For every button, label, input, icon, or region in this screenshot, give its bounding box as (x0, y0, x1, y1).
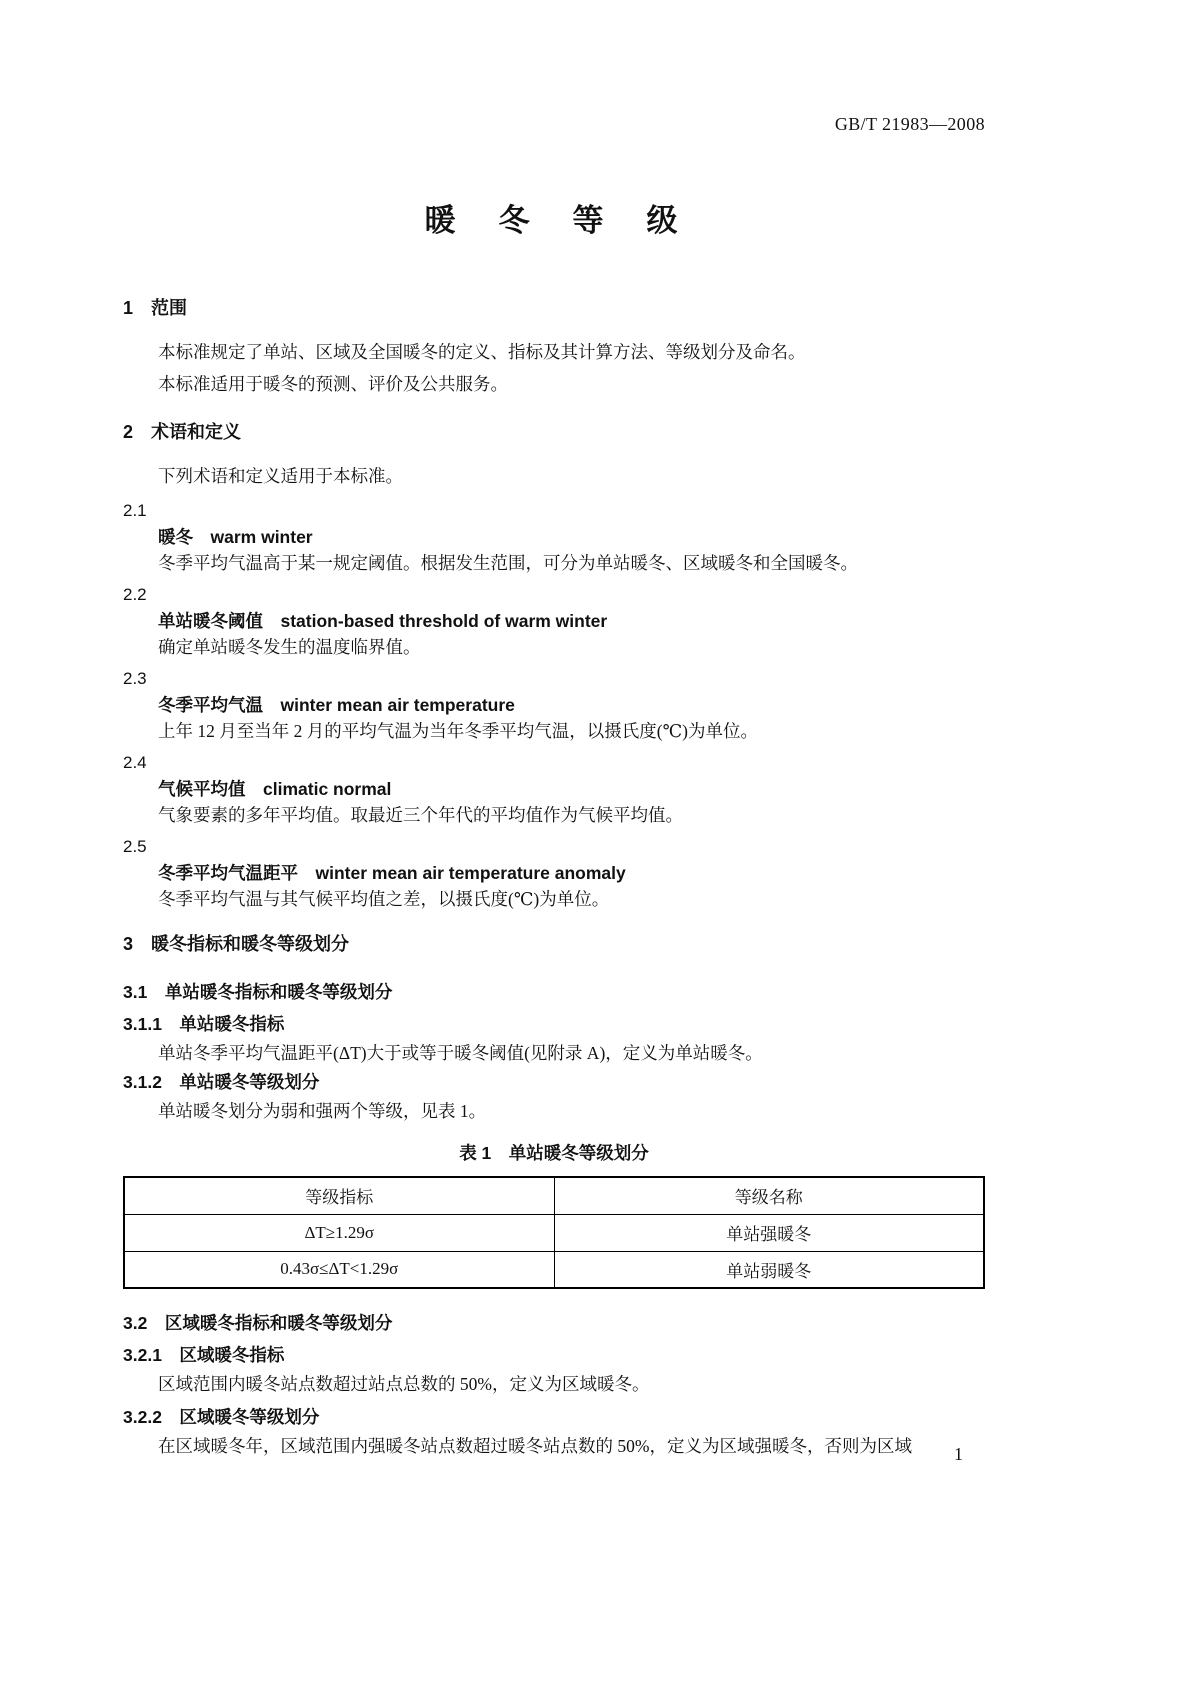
term-block-station-threshold (123, 582, 985, 660)
table-header-row (124, 1177, 984, 1214)
term-number: 2.2 (123, 585, 147, 604)
term-definition: 冬季平均气温高于某一规定阈值。根据发生范围，可分为单站暖冬、区域暖冬和全国暖冬。 (158, 553, 858, 573)
term-number: 2.3 (123, 669, 147, 688)
table-cell-indicator: 0.43σ≤ΔT<1.29σ (124, 1251, 554, 1288)
term-number: 2.1 (123, 501, 147, 520)
section-3-1-2-paragraph: 单站暖冬划分为弱和强两个等级，见表 1。 (158, 1101, 487, 1121)
term-name: 气候平均值 climatic normal (158, 779, 392, 799)
table-header-grade-indicator: 等级指标 (124, 1177, 554, 1214)
table-cell-name: 单站弱暖冬 (554, 1251, 984, 1288)
table-row (124, 1251, 984, 1288)
section-2-intro: 下列术语和定义适用于本标准。 (158, 466, 403, 486)
section-3-2-1-heading: 3.2.1 区域暖冬指标 (123, 1345, 285, 1365)
section-3-2-1-paragraph: 区域范围内暖冬站点数超过站点总数的 50%，定义为区域暖冬。 (158, 1374, 650, 1394)
table-row (124, 1214, 984, 1251)
term-block-climatic-normal (123, 750, 985, 828)
term-definition: 确定单站暖冬发生的温度临界值。 (158, 637, 421, 657)
term-definition: 上年 12 月至当年 2 月的平均气温为当年冬季平均气温，以摄氏度(℃)为单位。 (158, 721, 758, 741)
section-1-paragraph-1: 本标准规定了单站、区域及全国暖冬的定义、指标及其计算方法、等级划分及命名。 (158, 342, 806, 362)
page-number: 1 (954, 1444, 963, 1464)
table-cell-name: 单站强暖冬 (554, 1214, 984, 1251)
section-3-heading: 3 暖冬指标和暖冬等级划分 (123, 934, 350, 954)
term-number: 2.5 (123, 837, 147, 856)
section-3-1-1-paragraph: 单站冬季平均气温距平(ΔT)大于或等于暖冬阈值(见附录 A)，定义为单站暖冬。 (158, 1043, 763, 1063)
table-header-grade-name: 等级名称 (554, 1177, 984, 1214)
section-3-2-2-paragraph: 在区域暖冬年，区域范围内强暖冬站点数超过暖冬站点数的 50%，定义为区域强暖冬，否则为区域 (158, 1436, 912, 1456)
section-2-heading: 2 术语和定义 (123, 422, 242, 442)
term-block-warm-winter (123, 498, 985, 576)
term-name: 单站暖冬阈值 station-based threshold of warm winter (158, 611, 608, 631)
term-name: 冬季平均气温距平 winter mean air temperature anomaly (158, 863, 626, 883)
term-name: 冬季平均气温 winter mean air temperature (158, 695, 515, 715)
table-1-caption: 表 1 单站暖冬等级划分 (459, 1143, 649, 1163)
section-1-heading: 1 范围 (123, 298, 188, 318)
table-cell-indicator: ΔT≥1.29σ (124, 1214, 554, 1251)
term-definition: 冬季平均气温与其气候平均值之差，以摄氏度(℃)为单位。 (158, 889, 610, 909)
term-block-winter-mean-temp (123, 666, 985, 744)
term-name: 暖冬 warm winter (158, 527, 313, 547)
grade-table (123, 1176, 985, 1289)
section-3-2-2-heading: 3.2.2 区域暖冬等级划分 (123, 1407, 320, 1427)
section-3-1-heading: 3.1 单站暖冬指标和暖冬等级划分 (123, 982, 393, 1002)
section-3-2-heading: 3.2 区域暖冬指标和暖冬等级划分 (123, 1313, 393, 1333)
standard-number: GB/T 21983—2008 (834, 114, 985, 134)
section-3-1-2-heading: 3.1.2 单站暖冬等级划分 (123, 1072, 320, 1092)
document-title: 暖 冬 等 级 (424, 203, 684, 238)
term-number: 2.4 (123, 753, 147, 772)
section-1-paragraph-2: 本标准适用于暖冬的预测、评价及公共服务。 (158, 374, 508, 394)
term-definition: 气象要素的多年平均值。取最近三个年代的平均值作为气候平均值。 (158, 805, 683, 825)
section-3-1-1-heading: 3.1.1 单站暖冬指标 (123, 1014, 285, 1034)
term-block-temp-anomaly (123, 834, 985, 912)
